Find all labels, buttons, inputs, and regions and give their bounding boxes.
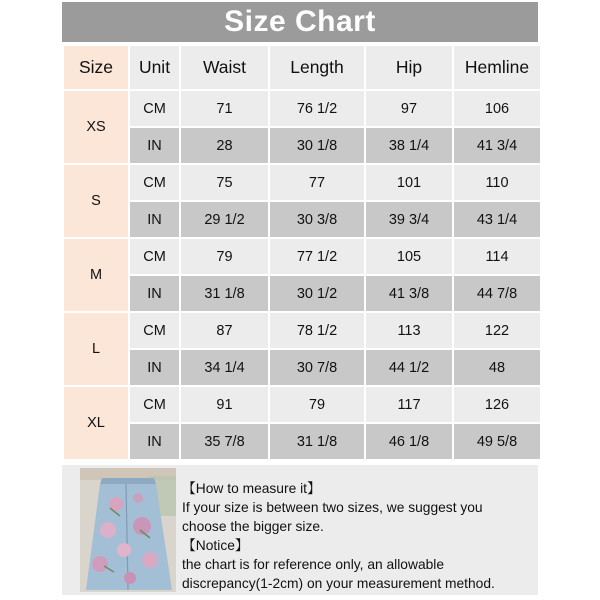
measure-text-line: choose the bigger size. — [182, 519, 324, 534]
denim-skirt-photo — [80, 468, 176, 592]
hip-cell: 113 — [366, 313, 452, 348]
table-row — [64, 239, 540, 274]
table-row — [64, 350, 540, 385]
hemline-cell: 48 — [454, 350, 540, 385]
hemline-cell: 126 — [454, 387, 540, 422]
unit-cell: CM — [130, 91, 179, 126]
header-length: Length — [270, 46, 364, 89]
header-hemline: Hemline — [454, 46, 540, 89]
measure-text-line: If your size is between two sizes, we suggest you — [182, 500, 483, 515]
hemline-cell: 49 5/8 — [454, 424, 540, 459]
hip-cell: 97 — [366, 91, 452, 126]
hemline-cell: 114 — [454, 239, 540, 274]
size-chart — [62, 0, 538, 600]
hip-cell: 105 — [366, 239, 452, 274]
how-to-measure-heading: 【How to measure it】 — [182, 481, 321, 496]
notice-text-line: the chart is for reference only, an allowable — [182, 557, 445, 572]
waist-cell: 35 7/8 — [181, 424, 268, 459]
waist-cell: 28 — [181, 128, 268, 163]
length-cell: 79 — [270, 387, 364, 422]
waist-cell: 71 — [181, 91, 268, 126]
size-label: L — [64, 313, 128, 385]
length-cell: 30 7/8 — [270, 350, 364, 385]
hemline-cell: 106 — [454, 91, 540, 126]
size-label: XL — [64, 387, 128, 459]
size-label: XS — [64, 91, 128, 163]
header-size: Size — [64, 46, 128, 89]
hip-cell: 44 1/2 — [366, 350, 452, 385]
length-cell: 30 3/8 — [270, 202, 364, 237]
notes-panel — [62, 465, 538, 595]
chart-title: Size Chart — [62, 2, 538, 42]
hip-cell: 46 1/8 — [366, 424, 452, 459]
unit-cell: IN — [130, 202, 179, 237]
table-row — [64, 165, 540, 200]
waist-cell: 29 1/2 — [181, 202, 268, 237]
unit-cell: CM — [130, 165, 179, 200]
header-hip: Hip — [366, 46, 452, 89]
table-row — [64, 91, 540, 126]
waist-cell: 34 1/4 — [181, 350, 268, 385]
unit-cell: IN — [130, 276, 179, 311]
notice-text-line: discrepancy(1-2cm) on your measurement method. — [182, 576, 495, 591]
table-row — [64, 202, 540, 237]
hemline-cell: 44 7/8 — [454, 276, 540, 311]
table-row — [64, 387, 540, 422]
waist-cell: 75 — [181, 165, 268, 200]
table-row — [64, 276, 540, 311]
waist-cell: 31 1/8 — [181, 276, 268, 311]
hemline-cell: 110 — [454, 165, 540, 200]
hip-cell: 117 — [366, 387, 452, 422]
size-label: S — [64, 165, 128, 237]
unit-cell: CM — [130, 313, 179, 348]
unit-cell: IN — [130, 350, 179, 385]
unit-cell: IN — [130, 128, 179, 163]
hip-cell: 41 3/8 — [366, 276, 452, 311]
size-table — [62, 44, 542, 461]
length-cell: 76 1/2 — [270, 91, 364, 126]
size-label: M — [64, 239, 128, 311]
hemline-cell: 41 3/4 — [454, 128, 540, 163]
hip-cell: 38 1/4 — [366, 128, 452, 163]
unit-cell: CM — [130, 387, 179, 422]
table-row — [64, 313, 540, 348]
hemline-cell: 122 — [454, 313, 540, 348]
table-row — [64, 424, 540, 459]
length-cell: 30 1/8 — [270, 128, 364, 163]
header-waist: Waist — [181, 46, 268, 89]
hemline-cell: 43 1/4 — [454, 202, 540, 237]
header-row — [64, 46, 540, 89]
notes-text — [182, 479, 538, 593]
hip-cell: 101 — [366, 165, 452, 200]
unit-cell: IN — [130, 424, 179, 459]
unit-cell: CM — [130, 239, 179, 274]
notice-heading: 【Notice】 — [182, 538, 249, 553]
table-row — [64, 128, 540, 163]
waist-cell: 91 — [181, 387, 268, 422]
length-cell: 30 1/2 — [270, 276, 364, 311]
hip-cell: 39 3/4 — [366, 202, 452, 237]
length-cell: 77 1/2 — [270, 239, 364, 274]
waist-cell: 87 — [181, 313, 268, 348]
header-unit: Unit — [130, 46, 179, 89]
waist-cell: 79 — [181, 239, 268, 274]
length-cell: 31 1/8 — [270, 424, 364, 459]
length-cell: 77 — [270, 165, 364, 200]
length-cell: 78 1/2 — [270, 313, 364, 348]
